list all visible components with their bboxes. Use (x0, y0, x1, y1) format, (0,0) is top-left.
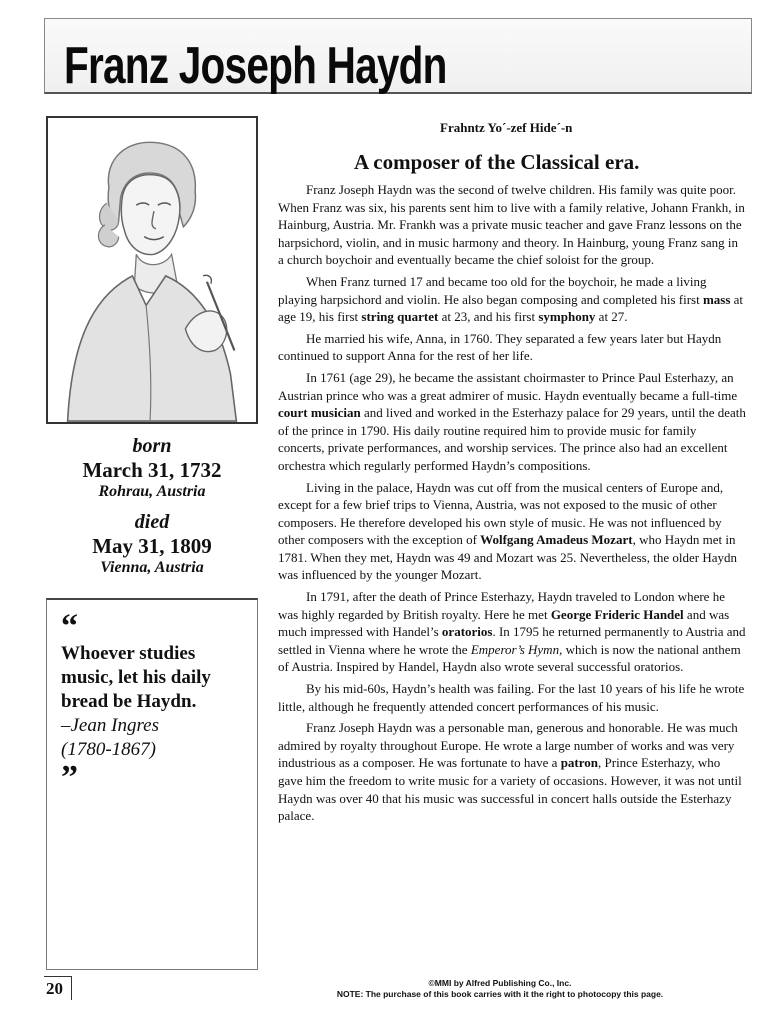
italic-term: Emperor’s Hymn (470, 641, 560, 657)
pronunciation: Frahntz Yo´-zef Hide´-n (440, 120, 573, 135)
quote-author: –Jean Ingres (61, 715, 159, 736)
born-date: March 31, 1732 (82, 458, 222, 482)
bold-term: string quartet (361, 309, 439, 325)
text-run: By his mid-60s, Haydn’s health was failing. For the last 10 years of his life he wrote little, although he frequently attended concert performances of his music. (278, 681, 745, 714)
quote-years: (1780-1867) (61, 739, 156, 760)
bold-term: Wolfgang Amadeus Mozart (480, 532, 633, 548)
subtitle: A composer of the Classical era. (354, 150, 640, 174)
text-run: and was much impressed with Handel’s (278, 606, 730, 640)
quote-text: Whoever studies music, let his daily bread be Haydn. (61, 643, 211, 712)
text-run: Living in the palace, Haydn was cut off from the musical centers of Europe and, except for a few brief trips to Vienna, Austria, was not exposed to the music of other composers. He therefore developed his own style of music. He was not influenced by other composers with the exception of (278, 479, 724, 548)
born-place: Rohrau, Austria (98, 483, 206, 500)
died-date: May 31, 1809 (92, 534, 212, 558)
text-run: at 27. (595, 309, 628, 325)
quote-box (46, 598, 258, 970)
bold-term: symphony (538, 309, 596, 325)
text-run: When Franz turned 17 and became too old for the boychoir, he made a living playing harpsichord and violin. He also began composing and completed his first (278, 273, 707, 307)
copyright-text: ©MMI by Alfred Publishing Co., Inc. (428, 978, 572, 988)
text-run: and lived and worked in the Esterhazy palace for 29 years, until the death of the prince in 1790. His daily routine required him to provide music for family concerts, private performances, and worship services. The prince also had an excellent orchestra which regularly performed Haydn’s compositions. (278, 405, 746, 473)
paragraph (278, 479, 746, 585)
footer (250, 978, 750, 1000)
bold-term: court musician (278, 405, 361, 421)
text-run: , which is now the national anthem of Austria. Inspired by Handel, Haydn also wrote several successful oratorios. (278, 641, 741, 675)
page-number: 20 (44, 976, 72, 1000)
paragraph (278, 680, 746, 715)
text-run: In 1761 (age 29), he became the assistant choirmaster to Prince Paul Esterhazy, an Austrian prince who was a great admirer of music. Haydn eventually became a full-time (278, 369, 738, 403)
born-label: born (132, 435, 172, 457)
bold-term: oratorios (441, 624, 493, 640)
paragraph (278, 369, 746, 475)
quote-close-mark: ” (61, 759, 78, 796)
bold-term: George Frideric Handel (550, 606, 684, 622)
quote-open-mark: “ (61, 608, 78, 645)
biography-text (278, 181, 746, 829)
composer-portrait-icon (48, 118, 256, 422)
text-run: He married his wife, Anna, in 1760. They separated a few years later but Haydn continued to support Anna for the rest of her life. (278, 330, 722, 364)
paragraph (278, 588, 746, 676)
life-dates (46, 434, 258, 578)
text-run: In 1791, after the death of Prince Esterhazy, Haydn traveled to London where he was highly regarded by British royalty. Here he met (278, 589, 725, 622)
bold-term: mass (702, 291, 731, 307)
text-run: Franz Joseph Haydn was a personable man, generous and honorable. He was much admired by royalty throughout Europe. He wrote a large number of works and was very industrious as a composer. He was fortunate to have a (278, 720, 738, 771)
paragraph (278, 719, 746, 825)
portrait-frame (46, 116, 258, 424)
text-run: , who Haydn met in 1781. When they met, Haydn was 49 and Mozart was 25. Nevertheless, the older Haydn was influenced by the younger Mozart. (278, 532, 737, 583)
text-run: . In 1795 he returned permanently to Austria and settled in Vienna where he wrote the (278, 624, 746, 657)
text-run: , Prince Esterhazy, who gave him the freedom to write music for a variety of occasions. However, it was not until Haydn was over 40 that his music was successful in concert halls outside the Esterhazy palace. (278, 755, 742, 824)
died-label: died (134, 511, 170, 533)
died-place: Vienna, Austria (100, 559, 204, 576)
paragraph (278, 181, 746, 269)
photocopy-note: NOTE: The purchase of this book carries with it the right to photocopy this page. (336, 989, 664, 999)
text-run: Franz Joseph Haydn was the second of twelve children. His family was quite poor. When Franz was six, his parents sent him to live with a family relative, Johann Frankh, in Hainburg, Austria. Mr. Frankh was a private music teacher and gave Franz lessons on the harpsichord, violin, and in music harmony and theory. In Hainburg, young Franz sang in a church boychoir and eventually became the chief soloist for the group. (278, 182, 745, 268)
bold-term: patron (560, 755, 599, 771)
paragraph (278, 273, 746, 326)
paragraph (278, 330, 746, 365)
text-run: at age 19, his first (278, 291, 744, 325)
page-title: Franz Joseph Haydn (64, 37, 447, 95)
text-run: at 23, and his first (438, 309, 539, 325)
